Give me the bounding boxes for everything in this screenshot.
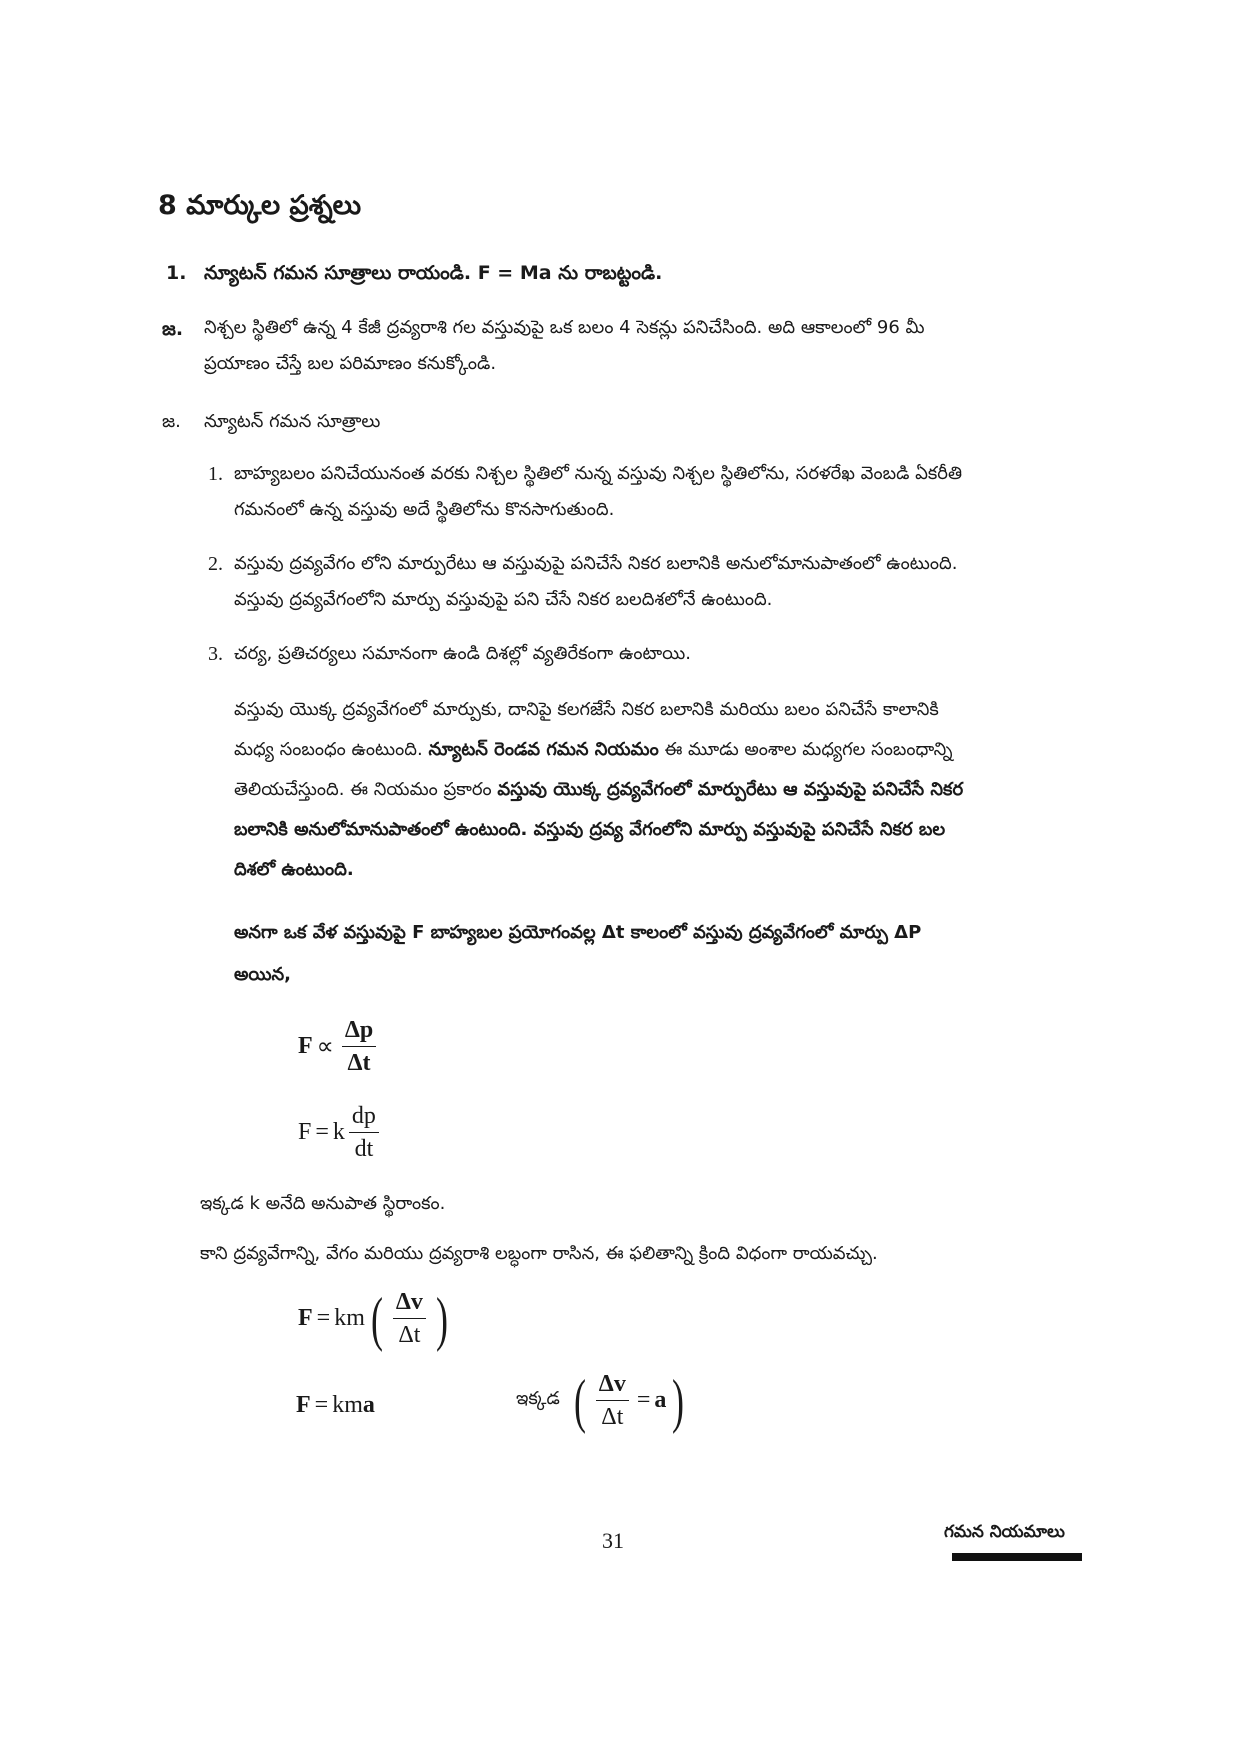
eq2-lhs: F bbox=[298, 1119, 312, 1145]
equation-5 bbox=[516, 1367, 690, 1434]
eq5-op: = bbox=[636, 1387, 651, 1413]
eq5-numerator: Δv bbox=[596, 1370, 629, 1401]
explanation-line-4: బలానికి అనులోమానుపాతంలో ఉంటుంది. వస్తువు ద్రవ్య వేగంలోని మార్పు వస్తువుపై పనిచేసే నికర బల bbox=[234, 819, 946, 840]
eq1-op: ∝ bbox=[316, 1034, 334, 1060]
eq4-coef: km bbox=[332, 1392, 363, 1418]
eq3-op: = bbox=[316, 1305, 331, 1331]
eq3-lhs: F bbox=[298, 1305, 313, 1331]
chapter-title: గమన నియమాలు bbox=[944, 1522, 1065, 1542]
eq5-denominator: Δt bbox=[601, 1404, 624, 1430]
question-text: న్యూటన్ గమన సూత్రాలు రాయండి. F = Ma ను రాబట్టండి. bbox=[204, 262, 663, 284]
explanation-line-2 bbox=[234, 730, 1094, 770]
note-substitution: కాని ద్రవ్యవేగాన్ని, వేగం మరియు ద్రవ్యరాశి లబ్ధంగా రాసిన, ఈ ఫలితాన్ని క్రింది విధంగా రాయవచ్చు. bbox=[200, 1243, 878, 1264]
eq5-rhs: a bbox=[654, 1387, 667, 1413]
answer-title: న్యూటన్ గమన సూత్రాలు bbox=[204, 411, 381, 432]
law-2 bbox=[208, 546, 1088, 618]
eq2-numerator: dp bbox=[349, 1102, 379, 1133]
eq1-fraction bbox=[342, 1016, 376, 1077]
note-k: ఇక్కడ k అనేది అనుపాత స్థిరాంకం. bbox=[200, 1193, 446, 1214]
law-2-line-1: వస్తువు ద్రవ్యవేగం లోని మార్పురేటు ఆ వస్తువుపై పనిచేసే నికర బలానికి అనులోమానుపాతంలో ఉంటుంది. bbox=[234, 553, 958, 574]
eq1-numerator: Δp bbox=[342, 1016, 376, 1047]
derivation-lead bbox=[234, 912, 1094, 996]
explanation-paragraph bbox=[234, 690, 1094, 890]
law-2-number: 2. bbox=[208, 553, 223, 575]
explanation-line-5: దిశలో ఉంటుంది. bbox=[234, 859, 354, 880]
explanation-l2c: ఈ మూడు అంశాల మధ్యగల సంబంధాన్ని bbox=[658, 739, 953, 760]
eq4-var: a bbox=[362, 1392, 375, 1418]
problem-line-2: ప్రయాణం చేస్తే బల పరిమాణం కనుక్కోండి. bbox=[204, 353, 497, 374]
explanation-line-3 bbox=[234, 770, 1094, 810]
law-1-number: 1. bbox=[208, 463, 223, 485]
eq1-denominator: Δt bbox=[347, 1050, 371, 1076]
eq5-paren-left: ( bbox=[573, 1367, 586, 1434]
derivation-line-2: అయిన, bbox=[234, 964, 292, 985]
eq3-coef: km bbox=[334, 1305, 365, 1331]
eq5-prefix: ఇక్కడ bbox=[516, 1388, 560, 1409]
explanation-l2a: మధ్య సంబంధం ఉంటుంది. bbox=[234, 739, 429, 760]
explanation-l3a: తెలియచేస్తుంది. ఈ నియమం ప్రకారం bbox=[234, 779, 498, 800]
section-heading: 8 మార్కుల ప్రశ్నలు bbox=[158, 190, 362, 221]
eq2-coef: k bbox=[332, 1119, 345, 1145]
law-1-line-1: బాహ్యబలం పనిచేయునంత వరకు నిశ్చల స్థితిలో నున్న వస్తువు నిశ్చల స్థితిలోను, సరళరేఖ వెంబడి ఏకరీతి bbox=[234, 463, 963, 484]
explanation-l2b: న్యూటన్ రెండవ గమన నియమం bbox=[428, 739, 659, 760]
equation-4 bbox=[296, 1392, 375, 1419]
law-1 bbox=[208, 456, 1088, 528]
eq3-denominator: Δt bbox=[398, 1322, 421, 1348]
law-2-line-2: వస్తువు ద్రవ్యవేగంలోని మార్పు వస్తువుపై పని చేసే నికర బలదిశలోనే ఉంటుంది. bbox=[234, 589, 773, 610]
eq5-paren-right: ) bbox=[672, 1367, 685, 1434]
eq2-denominator: dt bbox=[354, 1136, 374, 1162]
footer-bar bbox=[952, 1553, 1082, 1561]
eq3-paren-right: ) bbox=[435, 1285, 448, 1352]
law-1-line-2: గమనంలో ఉన్న వస్తువు అదే స్థితిలోను కొనసాగుతుంది. bbox=[234, 499, 615, 520]
equation-3 bbox=[298, 1285, 454, 1352]
eq3-paren-left: ( bbox=[370, 1285, 383, 1352]
equation-2 bbox=[298, 1102, 383, 1163]
page-number: 31 bbox=[602, 1528, 624, 1553]
answer-label: జ. bbox=[162, 411, 181, 432]
question-number: 1. bbox=[166, 262, 187, 284]
problem-text bbox=[204, 310, 1084, 382]
derivation-line-1: అనగా ఒక వేళ వస్తువుపై F బాహ్యబల ప్రయోగంవల్ల Δt కాలంలో వస్తువు ద్రవ్యవేగంలో మార్పు ΔP bbox=[234, 922, 922, 943]
eq5-fraction bbox=[596, 1370, 629, 1431]
equation-1 bbox=[298, 1016, 380, 1077]
eq4-op: = bbox=[314, 1392, 329, 1418]
law-3 bbox=[208, 636, 1088, 672]
eq3-fraction bbox=[393, 1288, 426, 1349]
explanation-line-1: వస్తువు యొక్క ద్రవ్యవేగంలో మార్పుకు, దానిపై కలగజేసే నికర బలానికి మరియు బలం పనిచేసే కాలానికి bbox=[234, 699, 939, 720]
eq3-numerator: Δv bbox=[393, 1288, 426, 1319]
eq1-lhs: F bbox=[298, 1033, 313, 1059]
eq2-op: = bbox=[315, 1119, 329, 1145]
explanation-l3b: వస్తువు యొక్క ద్రవ్యవేగంలో మార్పురేటు ఆ వస్తువుపై పనిచేసే నికర bbox=[497, 779, 964, 800]
law-3-line-1: చర్య, ప్రతిచర్యలు సమానంగా ఉండి దిశల్లో వ్యతిరేకంగా ఉంటాయి. bbox=[234, 643, 692, 664]
problem-line-1: నిశ్చల స్థితిలో ఉన్న 4 కేజీ ద్రవ్యరాశి గల వస్తువుపై ఒక బలం 4 సెకన్లు పనిచేసింది. అది ఆకాలంలో 96 మీ bbox=[204, 317, 925, 338]
eq2-fraction bbox=[349, 1102, 379, 1163]
problem-label: జ. bbox=[162, 318, 184, 340]
law-3-number: 3. bbox=[208, 643, 223, 665]
eq4-lhs: F bbox=[296, 1392, 311, 1418]
